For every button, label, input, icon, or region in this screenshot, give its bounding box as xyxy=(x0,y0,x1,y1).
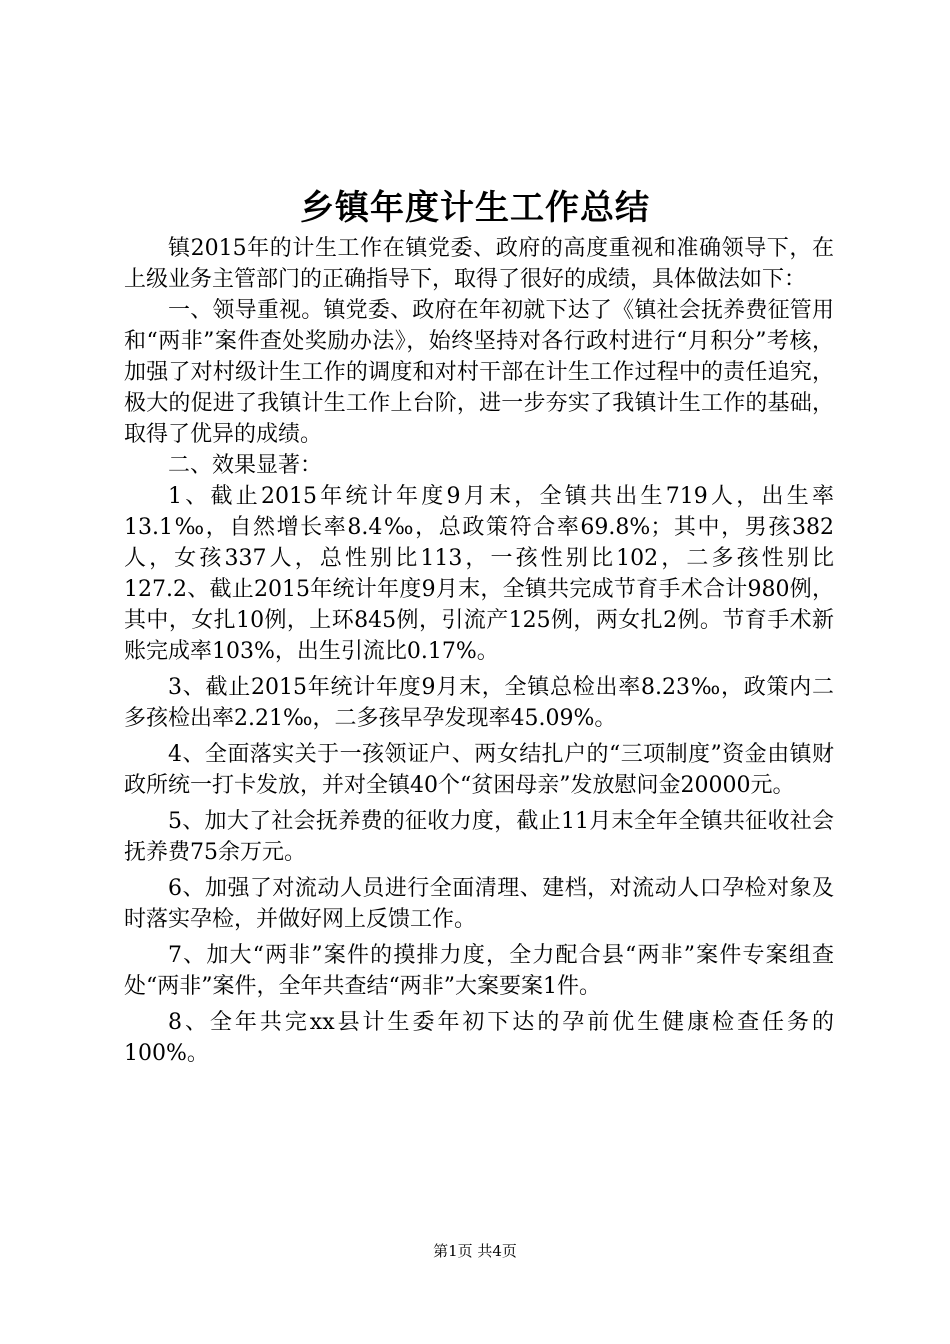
page-number-footer: 第1页 共4页 xyxy=(433,1242,517,1260)
paragraph-item-7: 7、加大“两非”案件的摸排力度，全力配合县“两非”案件专案组查处“两非”案件，全年共查结“两非”大案要案1件。 xyxy=(124,943,834,999)
document-body xyxy=(124,233,834,1069)
paragraph-item-6: 6、加强了对流动人员进行全面清理、建档，对流动人口孕检对象及时落实孕检，并做好网上反馈工作。 xyxy=(124,876,834,932)
paragraph-leadership: 一、领导重视。镇党委、政府在年初就下达了《镇社会抚养费征管用和“两非”案件查处奖励办法》，始终坚持对各行政村进行“月积分”考核，加强了对村级计生工作的调度和对村干部在计生工作过程中的责任追究，极大的促进了我镇计生工作上台阶，进一步夯实了我镇计生工作的基础，取得了优异的成绩。 xyxy=(124,298,834,447)
paragraph-item-4: 4、全面落实关于一孩领证户、两女结扎户的“三项制度”资金由镇财政所统一打卡发放，并对全镇40个“贫困母亲”发放慰问金20000元。 xyxy=(124,742,834,798)
document-title: 乡镇年度计生工作总结 xyxy=(300,188,650,228)
paragraph-item-3: 3、截止2015年统计年度9月末，全镇总检出率8.23‰，政策内二多孩检出率2.21‰，二多孩早孕发现率45.09%。 xyxy=(124,675,834,731)
paragraph-intro: 镇2015年的计生工作在镇党委、政府的高度重视和准确领导下，在上级业务主管部门的正确指导下，取得了很好的成绩，具体做法如下： xyxy=(124,236,834,292)
paragraph-item-1-2: 1、截止2015年统计年度9月末，全镇共出生719人，出生率13.1‰，自然增长率8.4‰，总政策符合率69.8%；其中，男孩382人，女孩337人，总性别比113，一孩性别比102，二多孩性别比127.2、截止2015年统计年度9月末，全镇共完成节育手术合计980例，其中，女扎10例，上环845例，引流产125例，两女扎2例。节育手术新账完成率103%，出生引流比0.17%。 xyxy=(124,484,834,664)
paragraph-item-8: 8、全年共完xx县计生委年初下达的孕前优生健康检查任务的100%。 xyxy=(124,1010,834,1066)
paragraph-item-5: 5、加大了社会抚养费的征收力度，截止11月末全年全镇共征收社会抚养费75余万元。 xyxy=(124,809,834,865)
paragraph-results-heading: 二、效果显著： xyxy=(168,453,323,478)
